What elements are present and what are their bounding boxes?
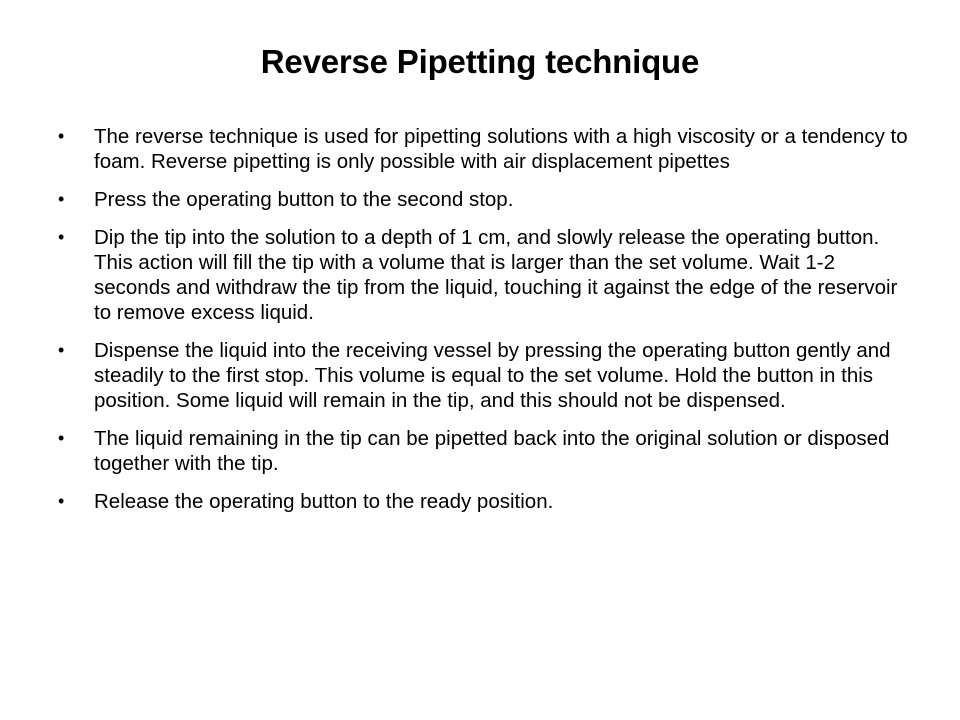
bullet-text: The reverse technique is used for pipetting solutions with a high viscosity or a tendency to foam. Reverse pipetting is only possible with air displacement pipettes (94, 125, 908, 173)
bullet-text: Release the operating button to the ready position. (94, 490, 554, 513)
bullet-marker: • (58, 227, 65, 247)
bullet-item-5 (58, 426, 910, 476)
bullet-item-4 (58, 338, 910, 413)
bullet-item-1 (58, 124, 910, 174)
bullet-marker: • (58, 491, 65, 511)
bullet-marker: • (58, 340, 65, 360)
bullet-marker: • (58, 189, 65, 209)
bullet-marker: • (58, 428, 65, 448)
bullet-item-2 (58, 187, 910, 212)
bullet-marker: • (58, 126, 65, 146)
bullet-text: Dip the tip into the solution to a depth of 1 cm, and slowly release the operating button. This action will fill the tip with a volume that is larger than the set volume. Wait 1-2 seconds and withdraw the tip from the liquid, touching it against the edge of the reservoir to remove excess liquid. (94, 226, 898, 324)
bullet-list (58, 124, 910, 527)
bullet-item-6 (58, 489, 910, 514)
bullet-text: The liquid remaining in the tip can be pipetted back into the original solution or disposed together with the tip. (94, 427, 890, 475)
bullet-item-3 (58, 225, 910, 325)
bullet-text: Dispense the liquid into the receiving vessel by pressing the operating button gently and steadily to the first stop. This volume is equal to the set volume. Hold the button in this position. Some liquid will remain in the tip, and this should not be dispensed. (94, 339, 891, 412)
bullet-text: Press the operating button to the second stop. (94, 188, 514, 211)
slide-title: Reverse Pipetting technique (260, 43, 700, 80)
